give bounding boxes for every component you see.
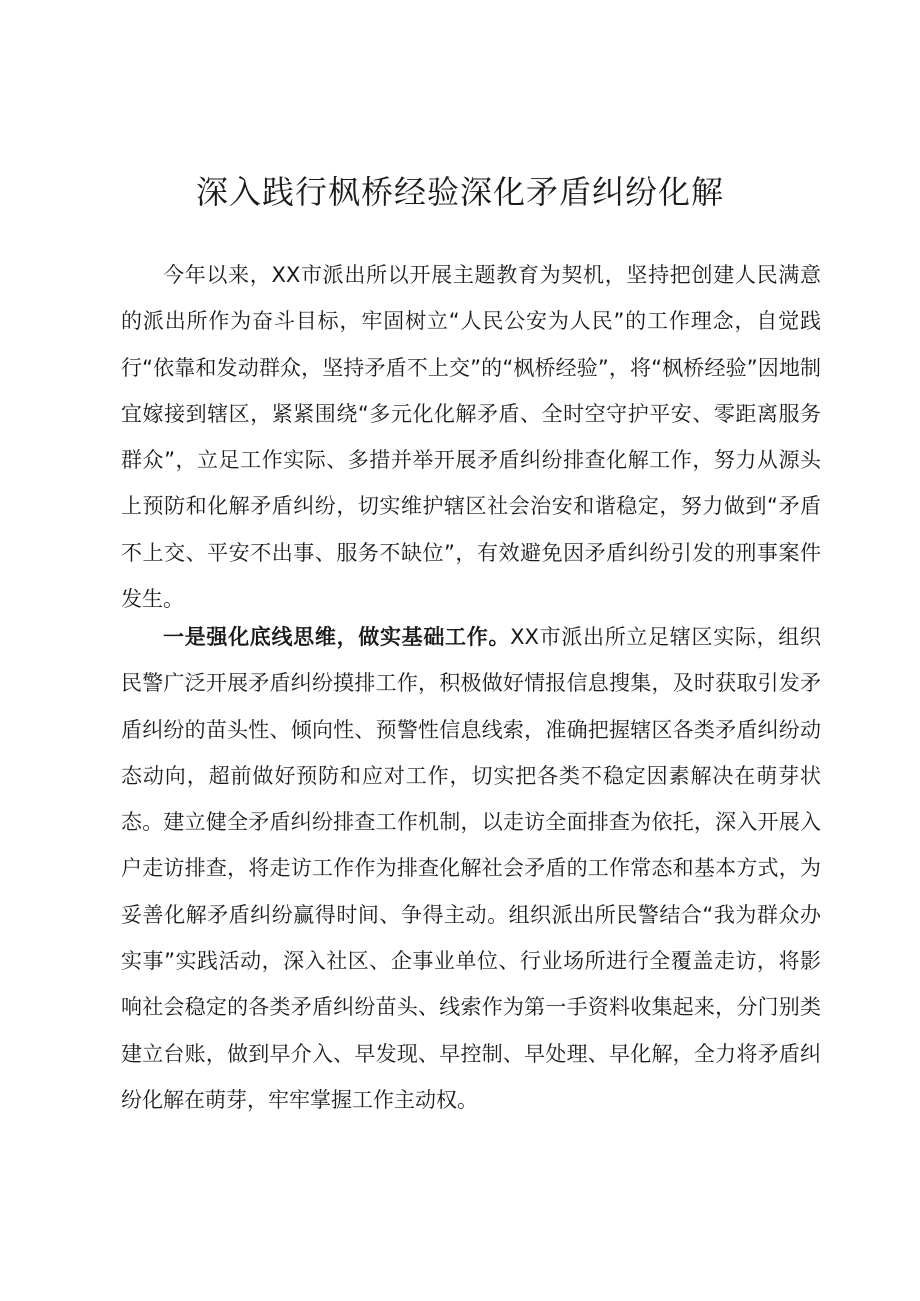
paragraph-intro [121, 252, 821, 622]
paragraph-intro-text: 今年以来，XX市派出所以开展主题教育为契机，坚持把创建人民满意的派出所作为奋斗目标，牢固树立“人民公安为人民”的工作理念，自觉践行“依靠和发动群众，坚持矛盾不上交”的“枫桥经验”，将“枫桥经验”因地制宜嫁接到辖区，紧紧围绕“多元化化解矛盾、全时空守护平安、零距离服务群众”，立足工作实际、多措并举开展矛盾纠纷排查化解工作，努力从源头上预防和化解矛盾纠纷，切实维护辖区社会治安和谐稳定，努力做到“矛盾不上交、平安不出事、服务不缺位”，有效避免因矛盾纠纷引发的刑事案件发生。 [121, 263, 821, 612]
paragraph-point-one [121, 614, 821, 1123]
paragraph-point-one-lead: 一是强化底线思维，做实基础工作。 [163, 625, 511, 649]
paragraph-point-one-text: XX市派出所立足辖区实际，组织民警广泛开展矛盾纠纷摸排工作，积极做好情报信息搜集，及时获取引发矛盾纠纷的苗头性、倾向性、预警性信息线索，准确把握辖区各类矛盾纠纷动态动向，超前做好预防和应对工作，切实把各类不稳定因素解决在萌芽状态。建立健全矛盾纠纷排查工作机制，以走访全面排查为依托，深入开展入户走访排查，将走访工作作为排查化解社会矛盾的工作常态和基本方式，为妥善化解矛盾纠纷赢得时间、争得主动。组织派出所民警结合“我为群众办实事”实践活动，深入社区、企事业单位、行业场所进行全覆盖走访，将影响社会稳定的各类矛盾纠纷苗头、线索作为第一手资料收集起来，分门别类建立台账，做到早介入、早发现、早控制、早处理、早化解，全力将矛盾纠纷化解在萌芽，牢牢掌握工作主动权。 [121, 625, 821, 1112]
document-title: 深入践行枫桥经验深化矛盾纠纷化解 [195, 173, 724, 211]
